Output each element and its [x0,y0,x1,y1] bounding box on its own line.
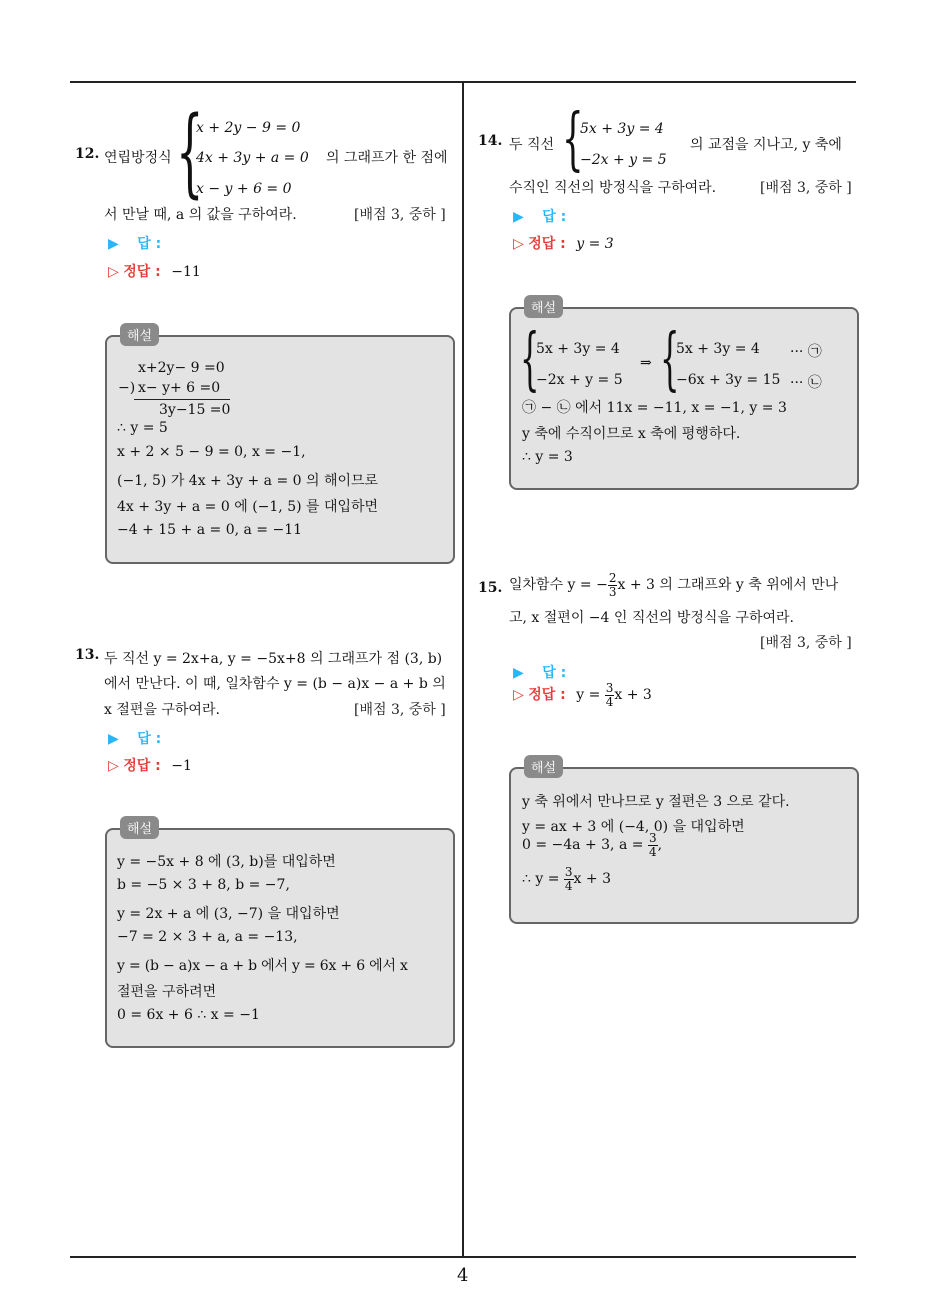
equation-1: 5x + 3y = 4 [580,121,664,137]
fraction-numerator: 3 [564,865,573,879]
play-icon: ▶ [108,236,119,252]
equation-2: 4x + 3y + a = 0 [196,150,309,166]
question-number: 12. [75,146,100,162]
fraction [648,832,658,858]
solution-line-3-b: , [657,837,663,854]
question-lead: 두 직선 [509,137,555,153]
fraction [605,682,615,708]
solution-line-1: y 축 위에서 만나므로 y 절편은 3 으로 같다. [522,794,790,810]
system-a-eq2: −2x + y = 5 [536,372,623,388]
question-line-1-a: 일차함수 y = − [509,577,608,594]
correct-value: −1 [171,758,192,774]
question-line-1-b: x + 3 의 그래프와 y 축 위에서 만나 [617,577,839,594]
solution-line-4-a: ∴ y = [522,871,560,888]
fraction-numerator: 2 [608,571,617,585]
equation-1: x + 2y − 9 = 0 [196,120,301,136]
bottom-rule [70,1256,856,1258]
play-icon: ▶ [513,665,524,681]
solution-line-4: 4x + 3y + a = 0 에 (−1, 5) 를 대입하면 [117,499,379,515]
system-b-eq1: 5x + 3y = 4 [676,341,760,357]
score-meta: [배점 3, 중하 ] [354,702,446,718]
system-a-eq1: 5x + 3y = 4 [536,341,620,357]
question-tail: 의 그래프가 한 점에 [326,150,448,166]
answer-row [108,233,161,253]
system-b-eq2: −6x + 3y = 15 [676,372,781,388]
score-meta: [배점 3, 중하 ] [760,180,852,196]
fraction-denominator: 3 [608,584,617,599]
solution-line-6: 절편을 구하려면 [117,984,217,1000]
solution-line-4: −7 = 2 × 3 + a, a = −13, [117,929,298,945]
solution-op: −) [118,380,136,396]
score-meta: [배점 3, 중하 ] [354,207,446,223]
solution-line-1: y = −5x + 8 에 (3, b)를 대입하면 [117,854,336,870]
question-tail: 의 교점을 지나고, y 축에 [690,137,842,153]
solution-line-4 [522,866,611,892]
equation-2: −2x + y = 5 [580,152,667,168]
solution-line-3 [522,832,662,858]
answer-row [108,728,161,748]
solution-line-5: −4 + 15 + a = 0, a = −11 [117,522,303,538]
question-number: 15. [478,580,503,596]
solution-line-2: x + 2 × 5 − 9 = 0, x = −1, [117,444,306,460]
question-line-2: 서 만날 때, a 의 값을 구하여라. [104,207,297,223]
solution-row-1: x+2y− 9 =0 [138,360,225,376]
question-line-1: 두 직선 y = 2x+a, y = −5x+8 의 그래프가 점 (3, b) [104,651,443,667]
question-lead: 연립방정식 [104,150,172,166]
correct-row [513,682,652,708]
correct-value: −11 [171,264,201,280]
answer-row [513,662,566,682]
solution-tag: 해설 [524,755,563,778]
subtraction-line [134,399,230,400]
fraction-denominator: 4 [605,694,614,709]
correct-label: 정답 : [123,758,161,774]
solution-line-2: b = −5 × 3 + 8, b = −7, [117,877,290,893]
system-brace-right: { [660,320,680,399]
correct-value: y = 3 [576,236,614,252]
play-icon: ▶ [513,209,524,225]
fraction [564,866,574,892]
outline-triangle-icon: ▷ [513,687,524,704]
question-line-2: 수직인 직선의 방정식을 구하여라. [509,180,717,196]
answer-label: 답 : [137,731,162,747]
correct-row [108,755,192,775]
question-line-2: 에서 만난다. 이 때, 일차함수 y = (b − a)x − a + b 의 [104,676,446,692]
solution-line-2: y 축에 수직이므로 x 축에 평행하다. [522,426,741,442]
question-line-3: x 절편을 구하여라. [104,702,220,718]
equation-3: x − y + 6 = 0 [196,181,292,197]
answer-label: 답 : [137,236,162,252]
solution-tag: 해설 [120,816,159,839]
solution-row-2: x− y+ 6 =0 [138,380,221,396]
page-number: 4 [457,1265,469,1286]
system-brace: { [562,100,584,179]
solution-row-3: 3y−15 =0 [159,402,231,418]
solution-tag: 해설 [524,295,563,318]
play-icon: ▶ [108,731,119,747]
label-circle-1: ··· ㉠ [790,344,822,360]
solution-line-4-b: x + 3 [573,871,611,888]
solution-line-3: ∴ y = 3 [522,449,573,465]
correct-label: 정답 : [528,236,566,252]
system-brace: { [176,96,204,208]
fraction-denominator: 4 [564,878,573,893]
answer-row [513,206,566,226]
correct-row [108,261,201,281]
system-brace-left: { [520,320,540,399]
solution-line-7: 0 = 6x + 6 ∴ x = −1 [117,1007,260,1023]
solution-line-2: y = ax + 3 에 (−4, 0) 을 대입하면 [522,819,745,835]
fraction-denominator: 4 [648,844,657,859]
label-circle-2: ··· ㉡ [790,375,822,391]
solution-line-1: ㉠ − ㉡ 에서 11x = −11, x = −1, y = 3 [522,400,787,416]
answer-label: 답 : [542,209,567,225]
correct-label: 정답 : [123,264,161,280]
column-divider [462,82,464,1258]
correct-label: 정답 : [528,687,566,704]
score-meta: [배점 3, 중하 ] [760,635,852,651]
outline-triangle-icon: ▷ [108,264,119,280]
question-number: 14. [478,133,503,149]
solution-line-5: y = (b − a)x − a + b 에서 y = 6x + 6 에서 x [117,958,408,974]
outline-triangle-icon: ▷ [108,758,119,774]
question-number: 13. [75,647,100,663]
answer-label: 답 : [542,665,567,681]
question-line-2: 고, x 절편이 −4 인 직선의 방정식을 구하여라. [509,610,794,626]
solution-line-1: ∴ y = 5 [117,420,168,436]
solution-line-3-a: 0 = −4a + 3, a = [522,837,644,854]
solution-line-3: y = 2x + a 에 (3, −7) 을 대입하면 [117,906,340,922]
correct-row [513,233,614,253]
fraction-numerator: 3 [648,831,657,845]
implies-arrow: ⇒ [640,355,652,371]
solution-line-3: (−1, 5) 가 4x + 3y + a = 0 의 해이므로 [117,473,379,489]
question-line-1 [509,572,838,598]
correct-value-a: y = [576,687,601,704]
correct-value-b: x + 3 [614,687,652,704]
fraction-numerator: 3 [605,681,614,695]
solution-tag: 해설 [120,323,159,346]
outline-triangle-icon: ▷ [513,236,524,252]
